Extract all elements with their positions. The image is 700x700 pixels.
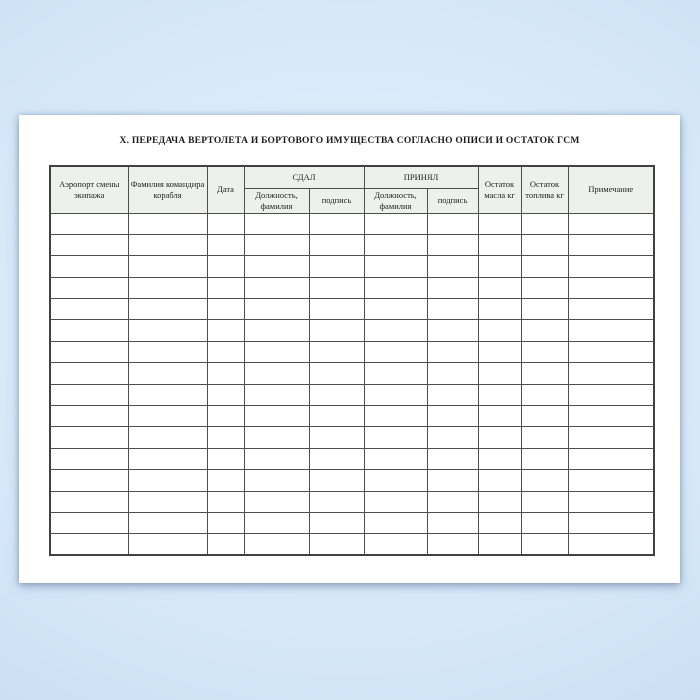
table-cell bbox=[207, 277, 244, 298]
table-cell bbox=[50, 213, 128, 234]
table-cell bbox=[244, 299, 309, 320]
table-cell bbox=[521, 448, 568, 469]
table-cell bbox=[244, 363, 309, 384]
table-cell bbox=[244, 341, 309, 362]
table-cell bbox=[521, 427, 568, 448]
table-cell bbox=[207, 491, 244, 512]
table-cell bbox=[478, 534, 521, 555]
table-cell bbox=[427, 299, 478, 320]
table-cell bbox=[128, 534, 207, 555]
table-cell bbox=[309, 384, 364, 405]
table-cell bbox=[50, 512, 128, 533]
table-cell bbox=[568, 213, 654, 234]
table-cell bbox=[128, 448, 207, 469]
table-cell bbox=[521, 256, 568, 277]
table-cell bbox=[364, 470, 427, 491]
table-cell bbox=[128, 299, 207, 320]
table-cell bbox=[50, 363, 128, 384]
table-cell bbox=[207, 384, 244, 405]
table-cell bbox=[207, 470, 244, 491]
table-row bbox=[50, 341, 654, 362]
table-row bbox=[50, 512, 654, 533]
table-cell bbox=[521, 234, 568, 255]
table-cell bbox=[568, 448, 654, 469]
col-header-handed-over-group: СДАЛ bbox=[244, 166, 364, 188]
table-cell bbox=[309, 299, 364, 320]
table-cell bbox=[309, 277, 364, 298]
col-header-airport: Аэропорт смены экипажа bbox=[50, 166, 128, 213]
table-cell bbox=[50, 277, 128, 298]
table-cell bbox=[478, 234, 521, 255]
transfer-table bbox=[49, 165, 655, 556]
table-row bbox=[50, 320, 654, 341]
table-cell bbox=[427, 213, 478, 234]
table-cell bbox=[244, 320, 309, 341]
table-cell bbox=[207, 234, 244, 255]
table-cell bbox=[244, 256, 309, 277]
col-header-commander: Фамилия командира корабля bbox=[128, 166, 207, 213]
table-row bbox=[50, 277, 654, 298]
table-cell bbox=[521, 277, 568, 298]
table-cell bbox=[478, 427, 521, 448]
table-row bbox=[50, 470, 654, 491]
table-row bbox=[50, 534, 654, 555]
table-cell bbox=[207, 320, 244, 341]
table-cell bbox=[128, 491, 207, 512]
table-cell bbox=[364, 384, 427, 405]
col-header-accepted-position: Должность, фамилия bbox=[364, 188, 427, 213]
table-cell bbox=[244, 470, 309, 491]
table-body bbox=[50, 213, 654, 555]
table-cell bbox=[427, 277, 478, 298]
table-cell bbox=[427, 406, 478, 427]
table-cell bbox=[521, 299, 568, 320]
table-cell bbox=[50, 234, 128, 255]
table-cell bbox=[427, 234, 478, 255]
table-cell bbox=[309, 427, 364, 448]
col-header-accepted-signature: подпись bbox=[427, 188, 478, 213]
table-cell bbox=[244, 512, 309, 533]
table-cell bbox=[568, 299, 654, 320]
table-cell bbox=[207, 534, 244, 555]
table-cell bbox=[128, 234, 207, 255]
table-cell bbox=[364, 213, 427, 234]
table-cell bbox=[128, 427, 207, 448]
table-row bbox=[50, 448, 654, 469]
table-cell bbox=[427, 384, 478, 405]
table-cell bbox=[478, 470, 521, 491]
table-cell bbox=[478, 363, 521, 384]
table-cell bbox=[427, 427, 478, 448]
table-cell bbox=[364, 512, 427, 533]
table-cell bbox=[568, 320, 654, 341]
table-cell bbox=[521, 470, 568, 491]
table-cell bbox=[50, 534, 128, 555]
table-cell bbox=[427, 448, 478, 469]
table-cell bbox=[244, 534, 309, 555]
col-header-date: Дата bbox=[207, 166, 244, 213]
table-cell bbox=[521, 213, 568, 234]
table-cell bbox=[478, 406, 521, 427]
table-row bbox=[50, 234, 654, 255]
table-cell bbox=[244, 234, 309, 255]
table-row bbox=[50, 384, 654, 405]
table-cell bbox=[50, 427, 128, 448]
table-cell bbox=[521, 363, 568, 384]
table-cell bbox=[244, 384, 309, 405]
col-header-handed-over-position: Должность, фамилия bbox=[244, 188, 309, 213]
table-cell bbox=[207, 256, 244, 277]
table-cell bbox=[364, 277, 427, 298]
table-cell bbox=[309, 406, 364, 427]
table-cell bbox=[309, 491, 364, 512]
table-cell bbox=[244, 427, 309, 448]
table-cell bbox=[207, 406, 244, 427]
table-cell bbox=[568, 277, 654, 298]
table-cell bbox=[309, 213, 364, 234]
table-cell bbox=[568, 363, 654, 384]
table-cell bbox=[427, 512, 478, 533]
table-cell bbox=[568, 234, 654, 255]
table-cell bbox=[478, 320, 521, 341]
table-cell bbox=[568, 256, 654, 277]
table-cell bbox=[207, 512, 244, 533]
table-cell bbox=[309, 234, 364, 255]
table-cell bbox=[309, 320, 364, 341]
col-header-handed-over-signature: подпись bbox=[309, 188, 364, 213]
table-cell bbox=[309, 512, 364, 533]
table-cell bbox=[364, 256, 427, 277]
table-cell bbox=[364, 341, 427, 362]
table-cell bbox=[207, 341, 244, 362]
table-cell bbox=[50, 341, 128, 362]
table-header bbox=[50, 166, 654, 213]
section-title: X. ПЕРЕДАЧА ВЕРТОЛЕТА И БОРТОВОГО ИМУЩЕСТВА СОГЛАСНО ОПИСИ И ОСТАТОК ГСМ bbox=[119, 136, 580, 146]
table-cell bbox=[364, 427, 427, 448]
table-cell bbox=[50, 406, 128, 427]
table-cell bbox=[521, 491, 568, 512]
table-cell bbox=[244, 406, 309, 427]
table-cell bbox=[521, 341, 568, 362]
table-cell bbox=[309, 534, 364, 555]
table-cell bbox=[521, 320, 568, 341]
table-cell bbox=[364, 363, 427, 384]
table-row bbox=[50, 256, 654, 277]
table-cell bbox=[309, 363, 364, 384]
table-cell bbox=[128, 256, 207, 277]
table-cell bbox=[427, 256, 478, 277]
col-header-oil-remainder: Остаток масла кг bbox=[478, 166, 521, 213]
table-cell bbox=[568, 512, 654, 533]
table-row bbox=[50, 427, 654, 448]
table-cell bbox=[207, 427, 244, 448]
table-cell bbox=[521, 512, 568, 533]
table-cell bbox=[50, 448, 128, 469]
table-cell bbox=[364, 448, 427, 469]
table-cell bbox=[128, 470, 207, 491]
table-cell bbox=[568, 341, 654, 362]
table-cell bbox=[427, 341, 478, 362]
table-cell bbox=[207, 363, 244, 384]
table-cell bbox=[207, 213, 244, 234]
table-cell bbox=[128, 384, 207, 405]
table-cell bbox=[309, 341, 364, 362]
table-cell bbox=[364, 320, 427, 341]
table-cell bbox=[364, 234, 427, 255]
table-cell bbox=[427, 491, 478, 512]
table-cell bbox=[427, 320, 478, 341]
table-cell bbox=[568, 470, 654, 491]
document-page bbox=[19, 115, 680, 583]
table-cell bbox=[50, 491, 128, 512]
table-cell bbox=[478, 299, 521, 320]
table-cell bbox=[128, 363, 207, 384]
table-cell bbox=[568, 427, 654, 448]
table-cell bbox=[568, 491, 654, 512]
table-cell bbox=[364, 491, 427, 512]
table-cell bbox=[50, 320, 128, 341]
col-header-fuel-remainder: Остаток топлива кг bbox=[521, 166, 568, 213]
table-cell bbox=[207, 448, 244, 469]
table-cell bbox=[478, 256, 521, 277]
table-cell bbox=[207, 299, 244, 320]
table-row bbox=[50, 363, 654, 384]
table-cell bbox=[309, 448, 364, 469]
table-cell bbox=[128, 341, 207, 362]
table-cell bbox=[364, 299, 427, 320]
table-cell bbox=[244, 448, 309, 469]
table-cell bbox=[478, 491, 521, 512]
table-cell bbox=[244, 277, 309, 298]
table-cell bbox=[364, 406, 427, 427]
table-cell bbox=[427, 534, 478, 555]
col-header-note: Примечание bbox=[568, 166, 654, 213]
table-cell bbox=[244, 213, 309, 234]
table-cell bbox=[128, 406, 207, 427]
table-cell bbox=[478, 512, 521, 533]
table-cell bbox=[309, 470, 364, 491]
table-cell bbox=[478, 341, 521, 362]
table-cell bbox=[309, 256, 364, 277]
col-header-accepted-group: ПРИНЯЛ bbox=[364, 166, 478, 188]
table-row bbox=[50, 406, 654, 427]
table-cell bbox=[128, 512, 207, 533]
table-cell bbox=[244, 491, 309, 512]
table-cell bbox=[128, 320, 207, 341]
table-cell bbox=[521, 406, 568, 427]
table-cell bbox=[364, 534, 427, 555]
table-cell bbox=[128, 277, 207, 298]
table-cell bbox=[478, 213, 521, 234]
table-cell bbox=[478, 277, 521, 298]
table-cell bbox=[568, 534, 654, 555]
table-cell bbox=[478, 448, 521, 469]
table-row bbox=[50, 299, 654, 320]
table-cell bbox=[521, 384, 568, 405]
table-cell bbox=[50, 470, 128, 491]
table-cell bbox=[50, 384, 128, 405]
table-row bbox=[50, 213, 654, 234]
table-cell bbox=[568, 406, 654, 427]
table-cell bbox=[427, 470, 478, 491]
table-cell bbox=[50, 299, 128, 320]
table-cell bbox=[427, 363, 478, 384]
table-cell bbox=[478, 384, 521, 405]
table-row bbox=[50, 491, 654, 512]
table-cell bbox=[128, 213, 207, 234]
table-cell bbox=[50, 256, 128, 277]
table-cell bbox=[521, 534, 568, 555]
table-cell bbox=[568, 384, 654, 405]
